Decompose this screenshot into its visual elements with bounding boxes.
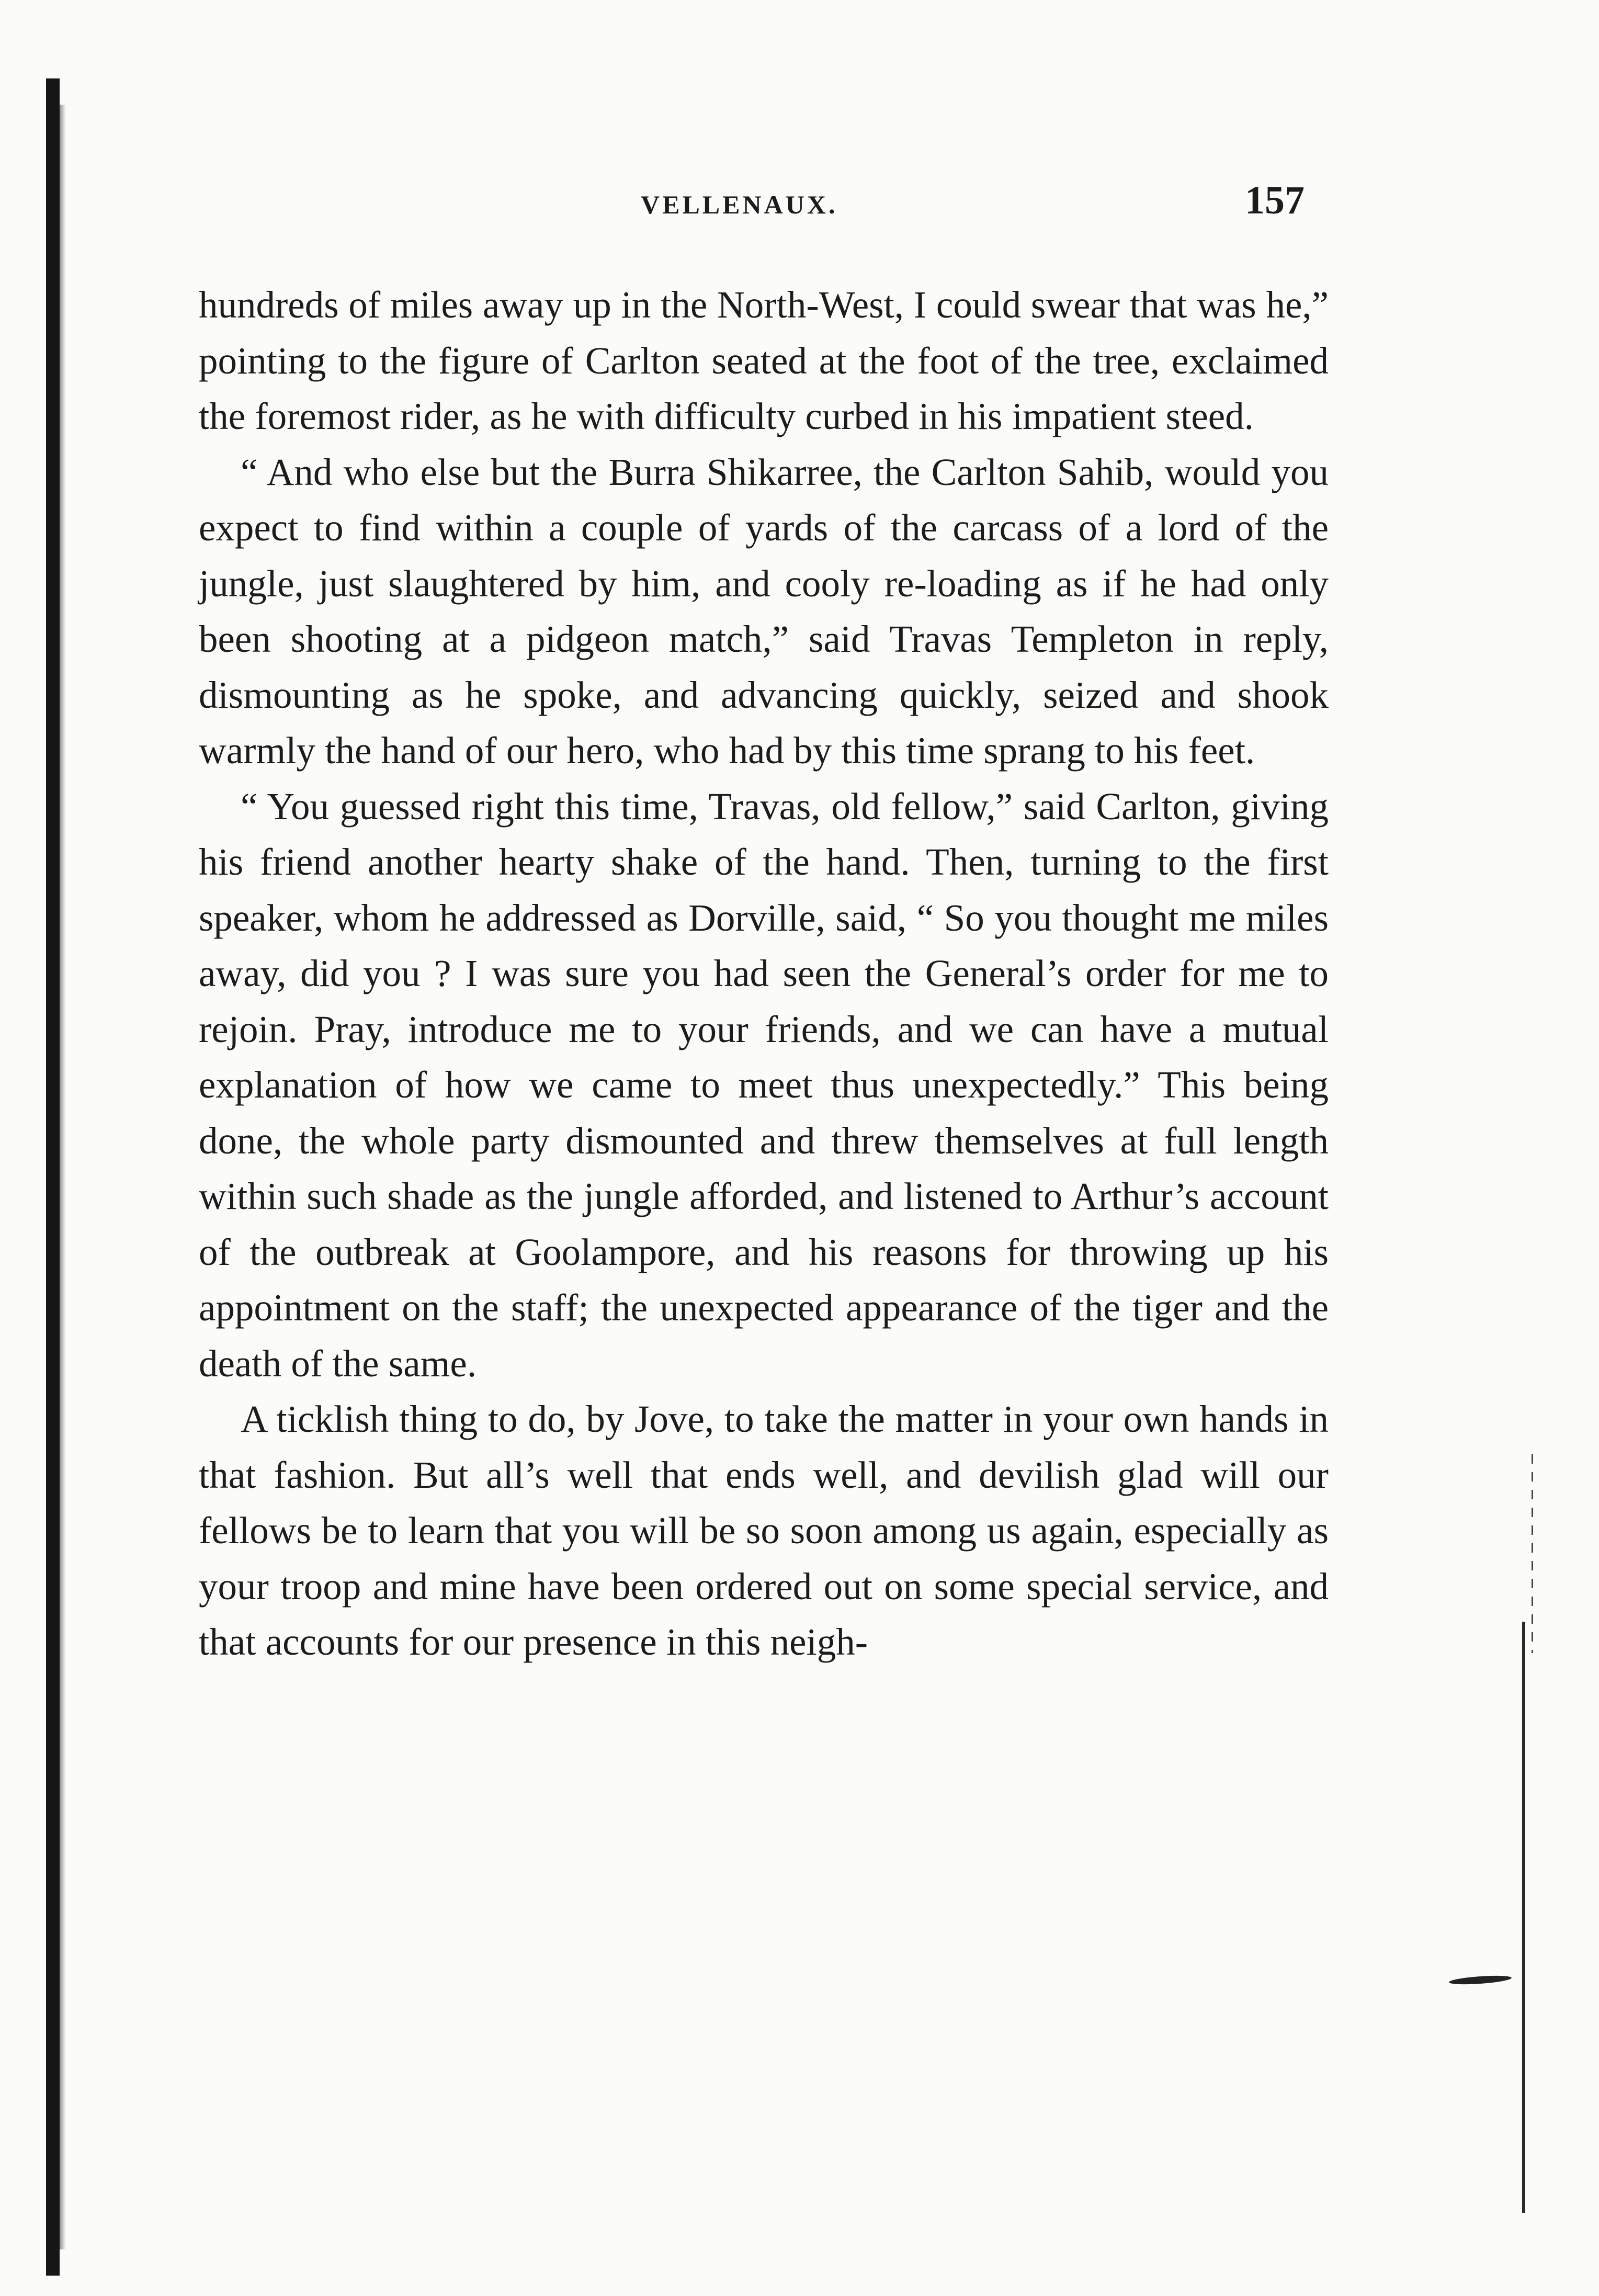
binding-edge bbox=[46, 78, 60, 2276]
ink-mark bbox=[1449, 1974, 1512, 1986]
binding-shadow bbox=[60, 105, 66, 2249]
page-number: 157 bbox=[1245, 178, 1305, 222]
paragraph: hundreds of miles away up in the North-West, I could swear that was he,” pointing to the figure of Carlton seated at the foot of the tree, exclaimed the foremost rider, as he with difficulty curbed in his impatient steed. bbox=[199, 284, 1329, 437]
body-text bbox=[199, 277, 1329, 1670]
running-title: VELLENAUX. bbox=[641, 190, 838, 219]
paragraph: “ You guessed right this time, Travas, old fellow,” said Carlton, giving his friend another hearty shake of the hand. Then, turning to the first speaker, whom he addressed as Dorville, said, “ So you thought me miles away, did you ? I was sure you had seen the General’s order for me to rejoin. Pray, introduce me to your friends, and we can have a mutual explanation of how we came to meet thus unexpectedly.” This being done, the whole party dismounted and threw themselves at full length within such shade as the jungle afforded, and listened to Arthur’s account of the outbreak at Goolampore, and his reasons for throwing up his appointment on the staff; the unexpected appearance of the tiger and the death of the same. bbox=[199, 785, 1329, 1385]
paragraph: A ticklish thing to do, by Jove, to take the matter in your own hands in that fashion. But all’s well that ends well, and devilish glad will our fellows be to learn that you will be so soon among us again, especially as your troop and mine have been ordered out on some special service, and that accounts for our presence in this neigh- bbox=[199, 1398, 1329, 1663]
page-edge-dashes bbox=[1532, 1454, 1533, 1653]
page-edge-mark bbox=[1522, 1622, 1525, 2213]
paragraph: “ And who else but the Burra Shikarree, the Carlton Sahib, would you expect to find within a couple of yards of the carcass of a lord of the jungle, just slaughtered by him, and cooly re-loading as if he had only been shooting at a pidgeon match,” said Travas Templeton in reply, dismounting as he spoke, and advancing quickly, seized and shook warmly the hand of our hero, who had by this time sprang to his feet. bbox=[199, 450, 1329, 772]
